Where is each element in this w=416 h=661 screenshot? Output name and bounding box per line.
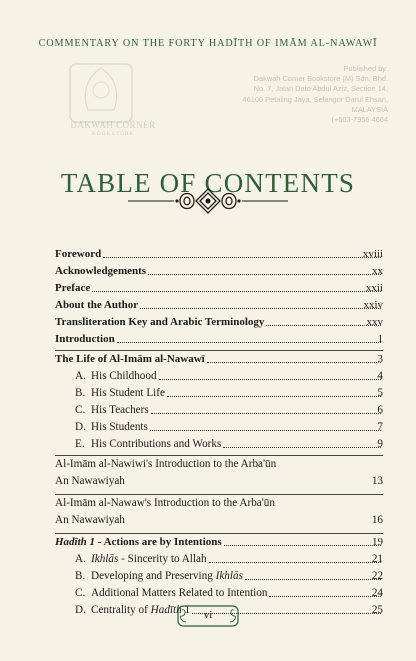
- toc-entry-foreword[interactable]: [55, 248, 383, 261]
- toc-entry-introduction[interactable]: [55, 333, 383, 346]
- toc-entry-second-line: [55, 475, 383, 488]
- toc-entry-acknowledgements[interactable]: [55, 265, 383, 278]
- address-line: No. 7, Jalan Dato Abdul Aziz, Section 14,: [253, 84, 388, 94]
- toc-entry-letter: C.: [75, 404, 86, 416]
- toc-entry-text: - Actions are by Intentions: [95, 536, 222, 548]
- toc-page-number: xxii: [365, 282, 383, 294]
- toc-entry-text: His Teachers: [91, 404, 149, 416]
- toc-page-number: 5: [377, 387, 383, 399]
- toc-entry-label: [55, 570, 245, 583]
- toc-entry-label: [55, 604, 192, 617]
- toc-entry-letter: B.: [75, 570, 86, 582]
- dot-leader: [266, 325, 381, 326]
- dot-leader: [92, 291, 381, 292]
- toc-entry-nawawi-intro-1[interactable]: [55, 455, 383, 488]
- toc-page-number: xviii: [362, 248, 383, 260]
- toc-entry-letter: A.: [75, 370, 86, 382]
- toc-entry-label: [55, 370, 159, 383]
- toc-entry-label: [55, 387, 167, 400]
- toc-entry-ikhlas-sincerity[interactable]: [55, 553, 383, 566]
- toc-page-number: 16: [371, 514, 383, 526]
- toc-entry-text: Additional Matters Related to Intention: [91, 587, 268, 599]
- toc-entry-letter: D.: [75, 604, 86, 616]
- toc-entry-label: About the Author: [55, 299, 139, 311]
- toc-page-number: 7: [377, 421, 383, 433]
- toc-entry-text: Developing and Preserving: [91, 570, 216, 582]
- running-header: COMMENTARY ON THE FORTY HADĪTH OF IMĀM AL-NAWAWĪ: [38, 38, 378, 49]
- toc-entry-text: His Contributions and Works: [91, 438, 222, 450]
- toc-entry-label: [55, 438, 223, 451]
- decorative-ornament-icon: [128, 186, 288, 216]
- brand-subtitle: BOOKSTORE: [92, 131, 134, 137]
- dot-leader: [223, 447, 381, 448]
- dot-leader: [167, 396, 381, 397]
- toc-entry-label: [55, 553, 209, 566]
- toc-entry-about-author[interactable]: [55, 299, 383, 312]
- toc-entry-life-of-nawawi[interactable]: [55, 350, 383, 366]
- toc-entry-label: The Life of Al-Imām al-Nawawī: [55, 353, 205, 365]
- toc-entry-additional-matters[interactable]: [55, 587, 383, 600]
- toc-entry-his-students[interactable]: [55, 421, 383, 434]
- toc-entry-text-after: 1: [181, 604, 191, 616]
- toc-entry-text: His Students: [91, 421, 148, 433]
- toc-entry-letter: A.: [75, 553, 86, 565]
- dot-leader: [159, 379, 381, 380]
- toc-entry-label-continued: An Nawawiyah: [55, 475, 125, 487]
- toc-entry-transliteration-key[interactable]: [55, 316, 383, 329]
- toc-entry-label: Foreword: [55, 248, 102, 260]
- address-line: MALAYSIA: [351, 104, 388, 114]
- dot-leader: [224, 545, 381, 546]
- dot-leader: [209, 562, 381, 563]
- dot-leader: [150, 430, 381, 431]
- toc-entry-second-line: [55, 514, 383, 527]
- toc-entry-italic: Ikhlās: [215, 570, 243, 582]
- page-number: vi: [203, 609, 213, 621]
- dot-leader: [269, 596, 381, 597]
- dot-leader: [207, 362, 381, 363]
- toc-page-number: 9: [377, 438, 383, 450]
- toc-entry-preface[interactable]: [55, 282, 383, 295]
- toc-page-number: 3: [377, 353, 383, 365]
- dot-leader: [103, 257, 381, 258]
- brand-name: DAKWAH CORNER: [70, 120, 156, 130]
- toc-entry-letter: C.: [75, 587, 86, 599]
- toc-entry-letter: B.: [75, 387, 86, 399]
- toc-page-number: 24: [371, 587, 383, 599]
- toc-entry-label: Al-Imām al-Nawiwi's Introduction to the Arba'ūn: [55, 458, 277, 470]
- toc-entry-letter: D.: [75, 421, 86, 433]
- address-line: Published by:: [343, 64, 388, 73]
- address-line: Dakwah Corner Bookstore (M) Sdn. Bhd.: [253, 74, 388, 84]
- toc-entry-text: - Sincerity to Allah: [118, 553, 207, 565]
- toc-entry-label: [55, 536, 224, 549]
- toc-entry-text: His Student Life: [91, 387, 165, 399]
- dot-leader: [151, 413, 381, 414]
- toc-page-number: 6: [377, 404, 383, 416]
- toc-entry-text: Centrality of: [91, 604, 151, 616]
- toc-entry-label: Acknowledgements: [55, 265, 147, 277]
- toc-entry-italic: Hadīth 1: [55, 536, 96, 548]
- toc-entry-label: Introduction: [55, 333, 115, 345]
- toc-page-number: xx: [372, 265, 383, 277]
- address-line: (+603-7956 4664: [331, 115, 388, 125]
- toc-entry-label: Preface: [55, 282, 91, 294]
- toc-entry-developing-ikhlas[interactable]: [55, 570, 383, 583]
- page-title: TABLE OF CONTENTS: [60, 168, 356, 199]
- toc-entry-letter: E.: [75, 438, 85, 450]
- address-line: 46100 Petaling Jaya, Selangor Darul Ehsan,: [242, 94, 388, 104]
- toc-page-number: 25: [371, 604, 383, 616]
- toc-page-number: 4: [377, 370, 383, 382]
- toc-entry-his-teachers[interactable]: [55, 404, 383, 417]
- toc-entry-italic: Hadīth: [150, 604, 182, 616]
- dot-leader: [148, 274, 381, 275]
- toc-page-number: 1: [377, 333, 383, 345]
- toc-entry-his-childhood[interactable]: [55, 370, 383, 383]
- toc-page-number: 22: [371, 570, 383, 582]
- dot-leader: [140, 308, 381, 309]
- publisher-address-watermark: [198, 64, 388, 125]
- toc-entry-label: [55, 421, 150, 434]
- toc-entry-label: [55, 404, 151, 417]
- toc-entry-nawawi-intro-2[interactable]: [55, 494, 383, 527]
- toc-page-number: xxv: [366, 316, 383, 328]
- toc-entry-label: Transliteration Key and Arabic Terminology: [55, 316, 265, 328]
- toc-page-number: 13: [371, 475, 383, 487]
- dot-leader: [117, 342, 381, 343]
- toc-page-number: xxiv: [363, 299, 383, 311]
- dot-leader: [245, 579, 381, 580]
- toc-entry-label: [55, 587, 269, 600]
- publisher-brand-watermark: [58, 120, 168, 137]
- toc-entry-label-continued: An Nawawiyah: [55, 514, 125, 526]
- table-of-contents: [55, 248, 383, 617]
- toc-entry-italic: Ikhlās: [91, 553, 119, 565]
- toc-entry-label: Al-Imām al-Nawaw's Introduction to the Arba'ūn: [55, 497, 275, 509]
- toc-entry-his-student-life[interactable]: [55, 387, 383, 400]
- toc-page-number: 19: [372, 536, 383, 548]
- toc-page-number: 21: [371, 553, 383, 565]
- toc-entry-hadith-1[interactable]: [55, 533, 383, 549]
- toc-entry-contributions-works[interactable]: [55, 438, 383, 451]
- toc-entry-text: His Childhood: [91, 370, 157, 382]
